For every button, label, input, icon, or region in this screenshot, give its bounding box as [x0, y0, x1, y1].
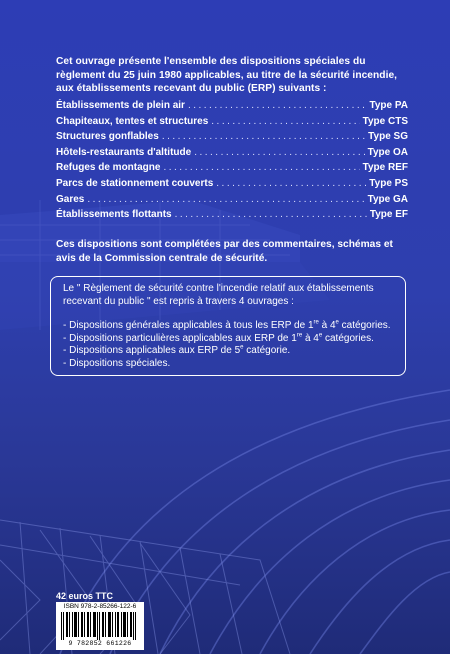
barcode-icon [59, 612, 141, 640]
item-text: - Dispositions applicables aux ERP de 5 [63, 345, 241, 356]
intro-paragraph: Cet ouvrage présente l'ensemble des dispositions spéciales du règlement du 25 juin 1980 applicables, au titre de la sécurité incendie, aux établissements recevant du public (ERP) suivants : [56, 56, 398, 94]
type-name: Gares [56, 193, 85, 205]
barcode-number: 9 782852 661226 [68, 640, 132, 647]
type-code: Type PA [369, 100, 408, 111]
superscript: e [335, 319, 339, 326]
list-item [56, 147, 408, 163]
dot-leader [216, 178, 366, 189]
type-code: Type SG [368, 131, 408, 143]
item-text: à 4 [318, 320, 336, 331]
type-name: Chapiteaux, tentes et structures [56, 115, 209, 127]
type-name: Établissements de plein air [56, 100, 185, 111]
list-item: - Dispositions spéciales. [63, 357, 171, 369]
type-name: Parcs de stationnement couverts [56, 177, 214, 189]
list-item [56, 178, 408, 194]
type-code: Type EF [369, 209, 408, 221]
item-text: à 4 [302, 332, 319, 344]
type-name: Refuges de montagne [56, 162, 161, 174]
type-code: Type REF [362, 162, 408, 174]
isbn-barcode-block [56, 602, 144, 650]
item-text: - Dispositions générales applicables à tous les ERP de 1 [63, 320, 314, 331]
superscript: e [318, 332, 323, 339]
superscript: re [313, 319, 319, 326]
price-label: 42 euros TTC [56, 591, 114, 601]
info-box [50, 276, 406, 376]
type-code: Type GA [367, 193, 408, 205]
item-text: catégorie. [243, 345, 291, 356]
dot-leader [175, 209, 367, 220]
type-name: Établissements flottants [56, 209, 172, 221]
type-code: Type CTS [362, 115, 408, 127]
dot-leader [188, 100, 367, 111]
list-item [56, 194, 408, 210]
superscript: re [296, 332, 303, 339]
type-code: Type PS [369, 177, 408, 189]
dot-leader [194, 147, 364, 158]
list-item [56, 162, 408, 178]
dot-leader [163, 162, 359, 173]
erp-types-list [56, 100, 408, 225]
dot-leader [162, 131, 365, 142]
list-item [56, 209, 408, 225]
list-item [56, 131, 408, 147]
list-item [63, 333, 395, 346]
dot-leader [211, 116, 359, 127]
list-item [56, 116, 408, 132]
item-text: catégories. [322, 332, 374, 344]
item-text: - Dispositions particulières applicables aux ERP de 1 [63, 332, 297, 344]
type-name: Hôtels-restaurants d'altitude [56, 146, 192, 158]
type-code: Type OA [367, 146, 408, 158]
complement-paragraph: Ces dispositions sont complétées par des commentaires, schémas et avis de la Commission centrale de sécurité. [56, 239, 393, 264]
isbn-text: ISBN 978-2-85266-122-6 [63, 603, 137, 610]
list-item [63, 320, 395, 333]
list-item [56, 100, 408, 116]
type-name: Structures gonflables [56, 131, 159, 143]
superscript: e [240, 344, 244, 351]
dot-leader [87, 194, 364, 205]
info-box-lead: Le " Règlement de sécurité contre l'incendie relatif aux établissements recevant du public " est repris à travers 4 ouvrages : [63, 283, 374, 307]
list-item [63, 345, 395, 358]
item-text: catégories. [338, 320, 391, 331]
